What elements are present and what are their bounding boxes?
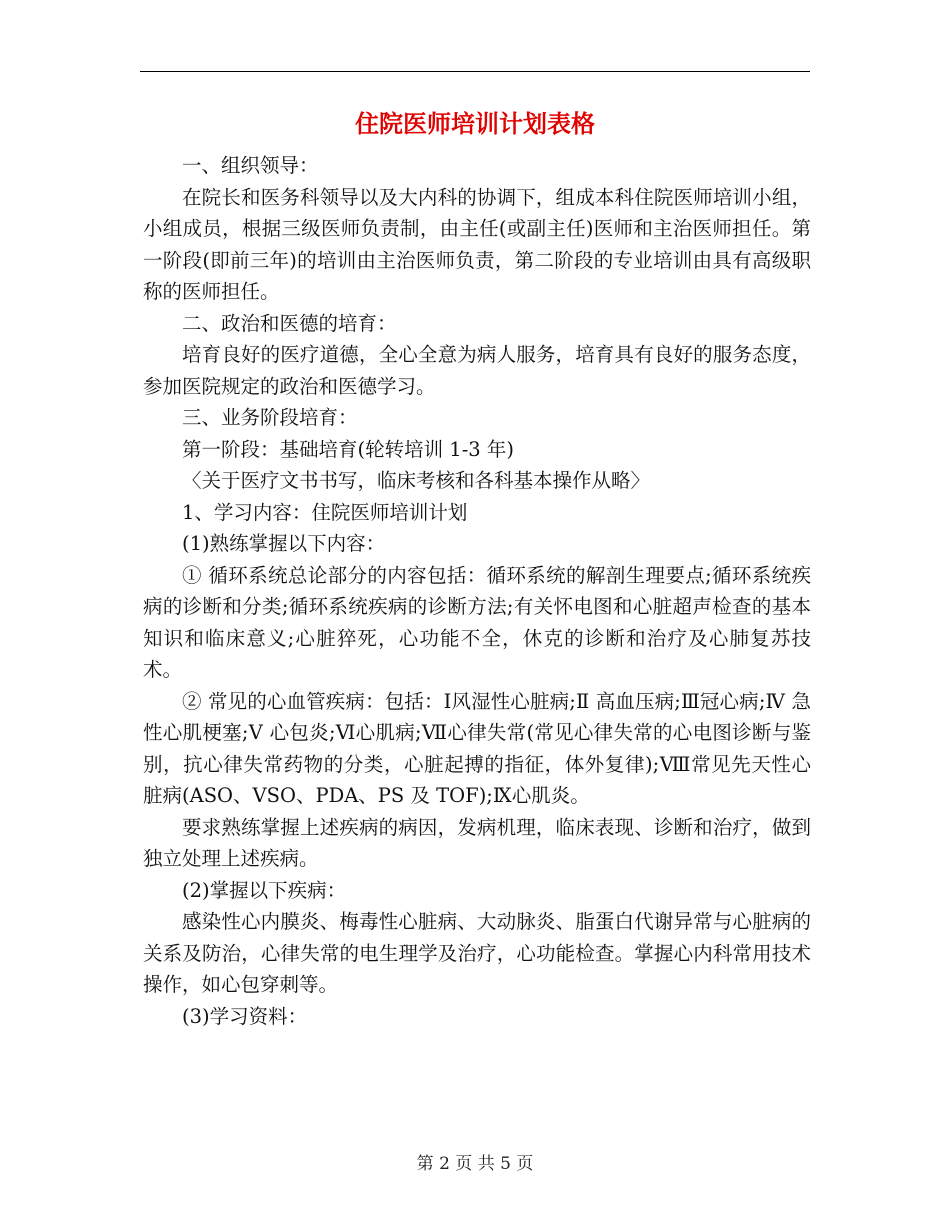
paragraph-note: 〈关于医疗文书书写，临床考核和各科基本操作从略〉 xyxy=(182,469,651,492)
subheading-materials: (3)学习资料： xyxy=(182,1004,308,1028)
paragraph-ethics: 培育良好的医疗道德，全心全意为病人服务，培育具有良好的服务态度，参加医院规定的政治和医德学习。 xyxy=(143,343,811,398)
paragraph-requirements: 要求熟练掌握上述疾病的病因，发病机理，临床表现、诊断和治疗，做到独立处理上述疾病。 xyxy=(143,815,811,870)
paragraph-stage-one: 第一阶段：基础培育(轮转培训 1-3 年) xyxy=(182,437,515,461)
subheading-master-2: (2)掌握以下疾病： xyxy=(182,878,347,902)
section-heading-stages: 三、业务阶段培育： xyxy=(182,406,358,429)
document-title: 住院医师培训计划表格 xyxy=(355,109,595,138)
subheading-master-1: (1)熟练掌握以下内容： xyxy=(182,532,386,555)
paragraph-circulatory-overview: ① 循环系统总论部分的内容包括：循环系统的解剖生理要点;循环系统疾病的诊断和分类;循环系统疾病的诊断方法;有关怀电图和心脏超声检查的基本知识和临床意义;心脏猝死，心功能不全，休克的诊断和治疗及心肺复苏技术。 xyxy=(143,563,811,681)
paragraph-other-diseases: 感染性心内膜炎、梅毒性心脏病、大动脉炎、脂蛋白代谢异常与心脏病的关系及防治，心律失常的电生理学及治疗，心功能检查。掌握心内科常用技术操作，如心包穿刺等。 xyxy=(143,910,811,996)
document-body xyxy=(143,150,811,1032)
paragraph-organization: 在院长和医务科领导以及大内科的协调下，组成本科住院医师培训小组，小组成员，根据三级医师负责制，由主任(或副主任)医师和主治医师担任。第一阶段(即前三年)的培训由主治医师负责，第二阶段的专业培训由具有高级职称的医师担任。 xyxy=(143,185,811,303)
paragraph-common-diseases: ② 常见的心血管疾病：包括：Ⅰ风湿性心脏病;Ⅱ 高血压病;Ⅲ冠心病;Ⅳ 急性心肌梗塞;Ⅴ 心包炎;Ⅵ心肌病;Ⅶ心律失常(常见心律失常的心电图诊断与鉴别，抗心律失常药物的分类，心脏起搏的指征，体外复律);Ⅷ常见先天性心脏病(ASO、VSO、PDA、PS 及 TOF);Ⅸ心肌炎。 xyxy=(143,689,811,807)
header-rule xyxy=(140,71,810,72)
section-heading-ethics: 二、政治和医德的培育： xyxy=(182,311,397,335)
page-number-footer: 第 2 页 共 5 页 xyxy=(416,1154,534,1174)
section-heading-organization: 一、组织领导： xyxy=(182,154,319,177)
paragraph-learning-content: 1、学习内容：住院医师培训计划 xyxy=(182,500,468,524)
